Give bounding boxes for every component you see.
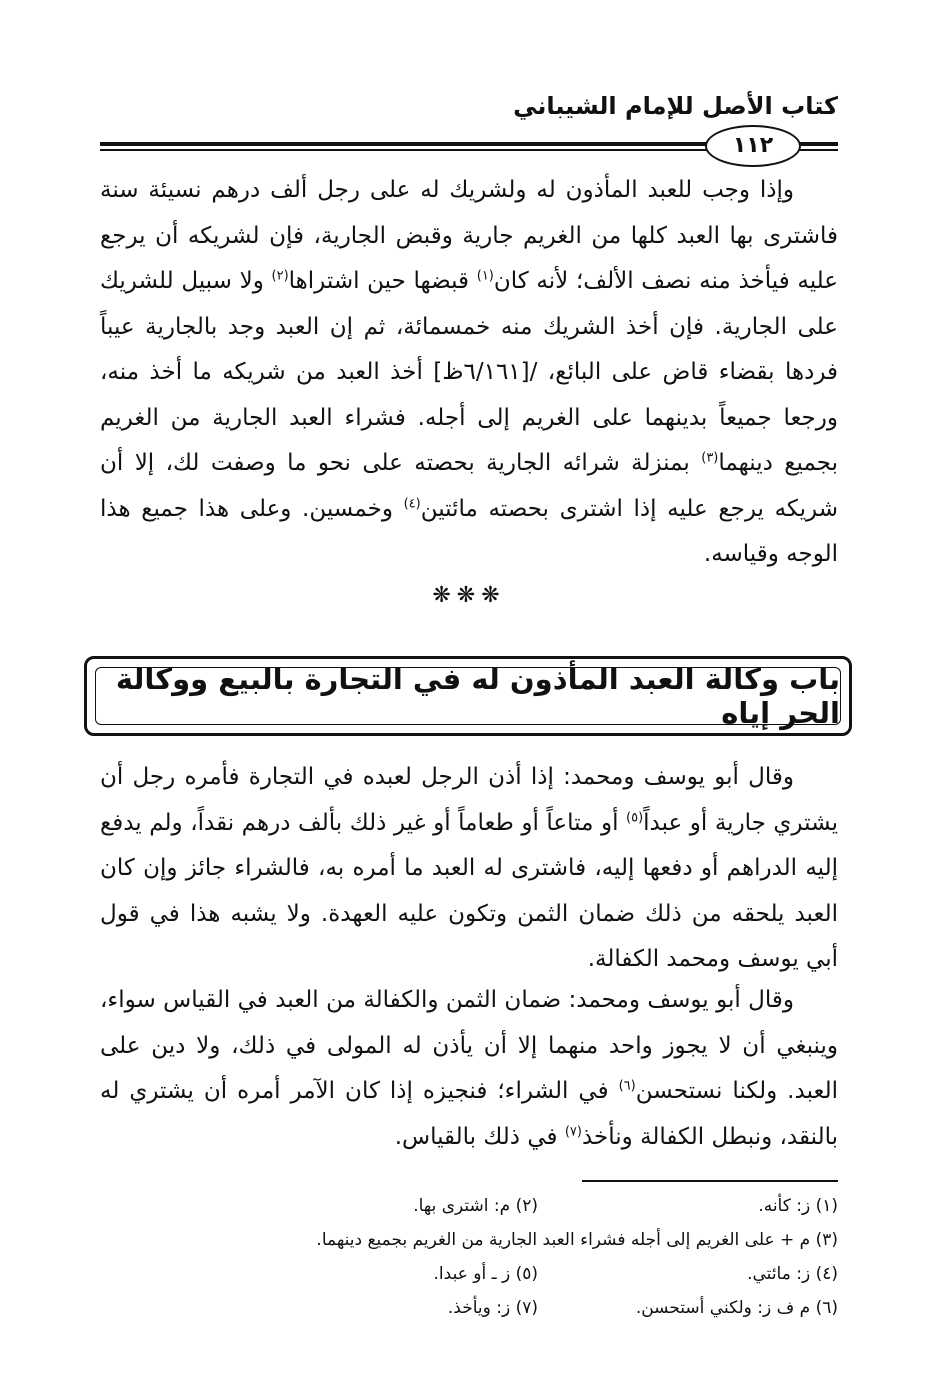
text-run: وإذا وجب للعبد المأذون له ولشريك له على رجل ألف درهم نسيئة سنة فاشترى بها العبد كلها من الغريم جارية وقبض الجارية، فإن لشريكه أن يرجع عليه فيأخذ منه نصف الألف؛ لأنه كان <box>100 177 838 294</box>
footnote-3: (٣) م + على الغريم إلى أجله فشراء العبد الجارية من الغريم بجميع دينهما. <box>316 1230 838 1250</box>
footnote-ref-6[interactable]: (٦) <box>618 1078 636 1094</box>
footnote-ref-1[interactable]: (١) <box>476 268 494 284</box>
footnote-6: (٦) م ف ز: ولكني أستحسن. <box>635 1298 838 1318</box>
footnote-row <box>100 1264 838 1298</box>
text-run: أو متاعاً أو طعاماً أو غير ذلك بألف درهم نقداً، ولم يدفع إليه الدراهم أو دفعها إليه، فاشترى له العبد ما أمره به، فالشراء جائز وإن كان العبد يلحقه من ذلك ضمان الثمن وتكون عليه العهدة. ولا يشبه هذا في قول أبي يوسف ومحمد الكفالة. <box>100 809 838 972</box>
running-title: كتاب الأصل للإمام الشيباني <box>513 92 838 120</box>
page-number: ١١٢ <box>705 125 801 167</box>
footnote-row <box>100 1230 838 1264</box>
footnote-ref-2[interactable]: (٢) <box>271 268 289 284</box>
footnote-ref-7[interactable]: (٧) <box>564 1123 582 1139</box>
text-run: قبضها حين اشتراها <box>288 268 477 294</box>
text-run: وخمسين. وعلى هذا جميع هذا الوجه وقياسه. <box>100 495 838 567</box>
text-run: في ذلك بالقياس. <box>394 1123 565 1150</box>
footnote-ref-3[interactable]: (٣) <box>701 450 719 466</box>
text-run: وقال أبو يوسف ومحمد: إذا أذن الرجل لعبده في التجارة فأمره رجل أن يشتري جارية أو عبداً <box>100 764 838 836</box>
footnote-5: (٥) ز ـ أو عبدا. <box>433 1264 538 1284</box>
footnote-ref-5[interactable]: (٥) <box>626 809 644 825</box>
footnote-row <box>100 1196 838 1230</box>
footnote-4: (٤) ز: مائتي. <box>747 1264 838 1284</box>
footnote-2: (٢) م: اشترى بها. <box>413 1196 538 1216</box>
footnote-separator <box>582 1180 838 1182</box>
section-separator: ❋❋❋ <box>432 583 506 608</box>
footnote-1: (١) ز: كأنه. <box>758 1196 838 1216</box>
chapter-heading: باب وكالة العبد المأذون له في التجارة بالبيع ووكالة الحر إياه <box>95 667 841 725</box>
paragraph-3 <box>100 978 838 1160</box>
footnote-7: (٧) ز: ويأخذ. <box>447 1298 538 1318</box>
paragraph-1 <box>100 168 838 578</box>
footnote-ref-4[interactable]: (٤) <box>403 495 421 511</box>
text-run: وقال أبو يوسف ومحمد: ضمان الثمن والكفالة من العبد في القياس سواء، وينبغي أن لا يجوز واحد منهما إلا أن يأذن له المولى في ذلك، ولا دين على العبد. ولكنا نستحسن <box>100 987 838 1104</box>
footnote-row <box>100 1298 838 1332</box>
chapter-heading-frame <box>84 656 852 736</box>
footnotes <box>100 1196 838 1332</box>
text-run: ولا سبيل للشريك على الجارية. فإن أخذ الشريك منه خمسمائة، ثم إن العبد وجد بالجارية عيباً فردها بقضاء قاض على البائع، /[٦/١٦١ظ] أخذ العبد من شريكه ما أخذ منه، ورجعا جميعاً بدينهما على الغريم إلى أجله. فشراء العبد الجارية من الغريم بجميع دينهما <box>100 268 839 476</box>
paragraph-2 <box>100 755 838 983</box>
text-run: في الشراء؛ فنجيزه إذا كان الآمر أمره أن يشتري له بالنقد، ونبطل الكفالة ونأخذ <box>100 1078 838 1150</box>
text-run: بمنزلة شرائه الجارية بحصته على نحو ما وصفت لك، إلا أن شريكه يرجع عليه إذا اشترى بحصته مائتين <box>100 450 838 522</box>
